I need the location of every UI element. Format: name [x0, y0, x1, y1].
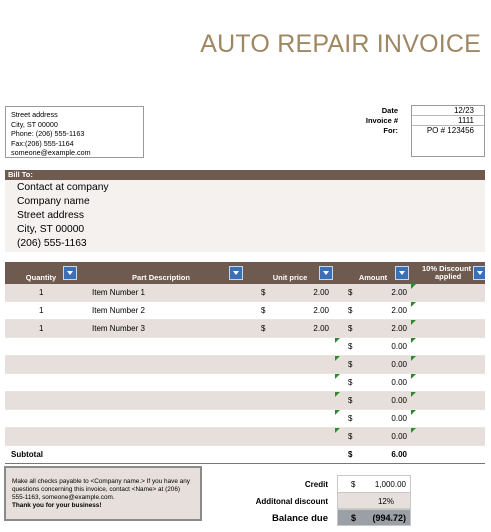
row-quantity[interactable]: 1 [39, 324, 44, 333]
row-unit-currency: $ [261, 324, 266, 333]
formula-indicator-icon [335, 356, 340, 361]
credit-currency: $ [351, 480, 356, 489]
row-description[interactable]: Item Number 3 [92, 324, 145, 333]
row-amount-currency: $ [348, 396, 353, 405]
header-unit-price-label: Unit price [272, 273, 308, 282]
bill-to-company: Company name [17, 196, 90, 207]
invoice-meta-box [411, 105, 485, 157]
formula-indicator-icon [411, 356, 416, 361]
formula-indicator-icon [335, 338, 340, 343]
row-amount: 0.00 [391, 414, 407, 423]
bill-to-street: Street address [17, 210, 84, 221]
row-amount-currency: $ [348, 360, 353, 369]
payment-note-text: Make all checks payable to <Company name.> If you have any questions concerning this invoice, contact <Name> at (206) 555-1163, someone@example.com. [12, 478, 190, 501]
formula-indicator-icon [411, 410, 416, 415]
formula-indicator-icon [411, 302, 416, 307]
credit-label: Credit [304, 480, 328, 489]
row-unit-currency: $ [261, 288, 266, 297]
amount-filter-dropdown-icon[interactable] [395, 266, 409, 280]
discount-value: 12% [377, 497, 394, 506]
invoice-number-label: Invoice # [365, 116, 398, 125]
company-phone: Phone: (206) 555-1163 [11, 129, 85, 139]
additional-discount-label: Additonal discount [255, 497, 328, 506]
date-label: Date [381, 106, 398, 115]
row-unit-currency: $ [261, 306, 266, 315]
formula-indicator-icon [335, 410, 340, 415]
discount-cell[interactable] [337, 492, 411, 509]
table-row[interactable] [5, 338, 485, 356]
header-quantity-label: Quantity [25, 273, 57, 282]
header-amount-label: Amount [358, 273, 388, 282]
row-unit-price[interactable]: 2.00 [313, 306, 329, 315]
table-body [5, 284, 485, 446]
table-row[interactable] [5, 356, 485, 374]
formula-indicator-icon [411, 338, 416, 343]
company-email: someone@example.com [11, 148, 91, 158]
unit-price-filter-dropdown-icon[interactable] [319, 266, 333, 280]
row-quantity[interactable]: 1 [39, 288, 44, 297]
subtotal-value: 6.00 [391, 450, 407, 459]
row-amount: 0.00 [391, 396, 407, 405]
header-quantity [5, 262, 77, 284]
date-value[interactable]: 12/23 [412, 106, 484, 116]
formula-indicator-icon [411, 374, 416, 379]
row-unit-price[interactable]: 2.00 [313, 324, 329, 333]
credit-value: 1,000.00 [374, 480, 406, 489]
for-label: For: [383, 126, 398, 135]
summary-labels [228, 476, 328, 527]
company-address-box[interactable] [5, 106, 144, 158]
subtotal-currency: $ [348, 450, 353, 459]
header-amount [335, 262, 411, 284]
row-amount: 0.00 [391, 432, 407, 441]
discount-filter-dropdown-icon[interactable] [473, 266, 485, 280]
invoice-meta-labels [330, 106, 398, 136]
row-amount-currency: $ [348, 306, 353, 315]
bill-to-contact: Contact at company [17, 182, 109, 193]
formula-indicator-icon [411, 320, 416, 325]
invoice-number-value[interactable]: 1111 [412, 116, 484, 126]
quantity-filter-dropdown-icon[interactable] [63, 266, 77, 280]
table-header [5, 262, 485, 284]
row-amount: 0.00 [391, 360, 407, 369]
payment-note[interactable] [4, 466, 202, 521]
header-description-label: Part Description [132, 273, 190, 282]
company-fax: Fax:(206) 555-1164 [11, 138, 74, 148]
header-discount-label-1: 10% Discount [422, 264, 472, 273]
header-discount [411, 262, 485, 284]
row-amount-currency: $ [348, 342, 353, 351]
row-amount: 2.00 [391, 306, 407, 315]
row-unit-price[interactable]: 2.00 [313, 288, 329, 297]
items-table [5, 262, 485, 464]
row-description[interactable]: Item Number 2 [92, 306, 145, 315]
row-amount: 0.00 [391, 342, 407, 351]
balance-currency: $ [351, 513, 357, 523]
formula-indicator-icon [335, 428, 340, 433]
table-row[interactable] [5, 302, 485, 320]
row-amount-currency: $ [348, 378, 353, 387]
credit-cell[interactable] [337, 475, 411, 492]
table-row[interactable] [5, 320, 485, 338]
subtotal-row [5, 446, 485, 464]
formula-indicator-icon [411, 284, 416, 289]
header-unit-price [245, 262, 335, 284]
row-amount-currency: $ [348, 414, 353, 423]
thanks-text: Thank you for your business! [12, 502, 102, 509]
row-description[interactable]: Item Number 1 [92, 288, 145, 297]
table-row[interactable] [5, 392, 485, 410]
bill-to-city: City, ST 00000 [17, 224, 85, 235]
formula-indicator-icon [411, 392, 416, 397]
header-discount-label-2: applied [435, 272, 462, 281]
table-row[interactable] [5, 284, 485, 302]
description-filter-dropdown-icon[interactable] [229, 266, 243, 280]
row-amount: 2.00 [391, 288, 407, 297]
formula-indicator-icon [411, 428, 416, 433]
formula-indicator-icon [335, 374, 340, 379]
balance-value: (994.72) [372, 513, 406, 523]
subtotal-label: Subtotal [11, 450, 43, 459]
balance-cell [337, 509, 411, 526]
row-amount: 0.00 [391, 378, 407, 387]
company-street: Street address [11, 110, 58, 119]
company-city: City, ST 00000 [11, 119, 58, 129]
row-quantity[interactable]: 1 [39, 306, 44, 315]
row-amount-currency: $ [348, 324, 353, 333]
table-row[interactable] [5, 410, 485, 428]
summary-values [337, 475, 411, 526]
balance-due-label: Balance due [272, 513, 328, 524]
table-row[interactable] [5, 428, 485, 446]
invoice-title: AUTO REPAIR INVOICE [200, 30, 481, 58]
bill-to-body[interactable] [5, 180, 485, 252]
table-row[interactable] [5, 374, 485, 392]
po-value[interactable]: PO # 123456 [426, 126, 474, 135]
bill-to-phone: (206) 555-1163 [17, 238, 87, 249]
bill-to-header: Bill To: [5, 170, 485, 180]
header-description [77, 262, 245, 284]
row-amount-currency: $ [348, 432, 353, 441]
formula-indicator-icon [335, 392, 340, 397]
row-amount: 2.00 [391, 324, 407, 333]
row-amount-currency: $ [348, 288, 353, 297]
